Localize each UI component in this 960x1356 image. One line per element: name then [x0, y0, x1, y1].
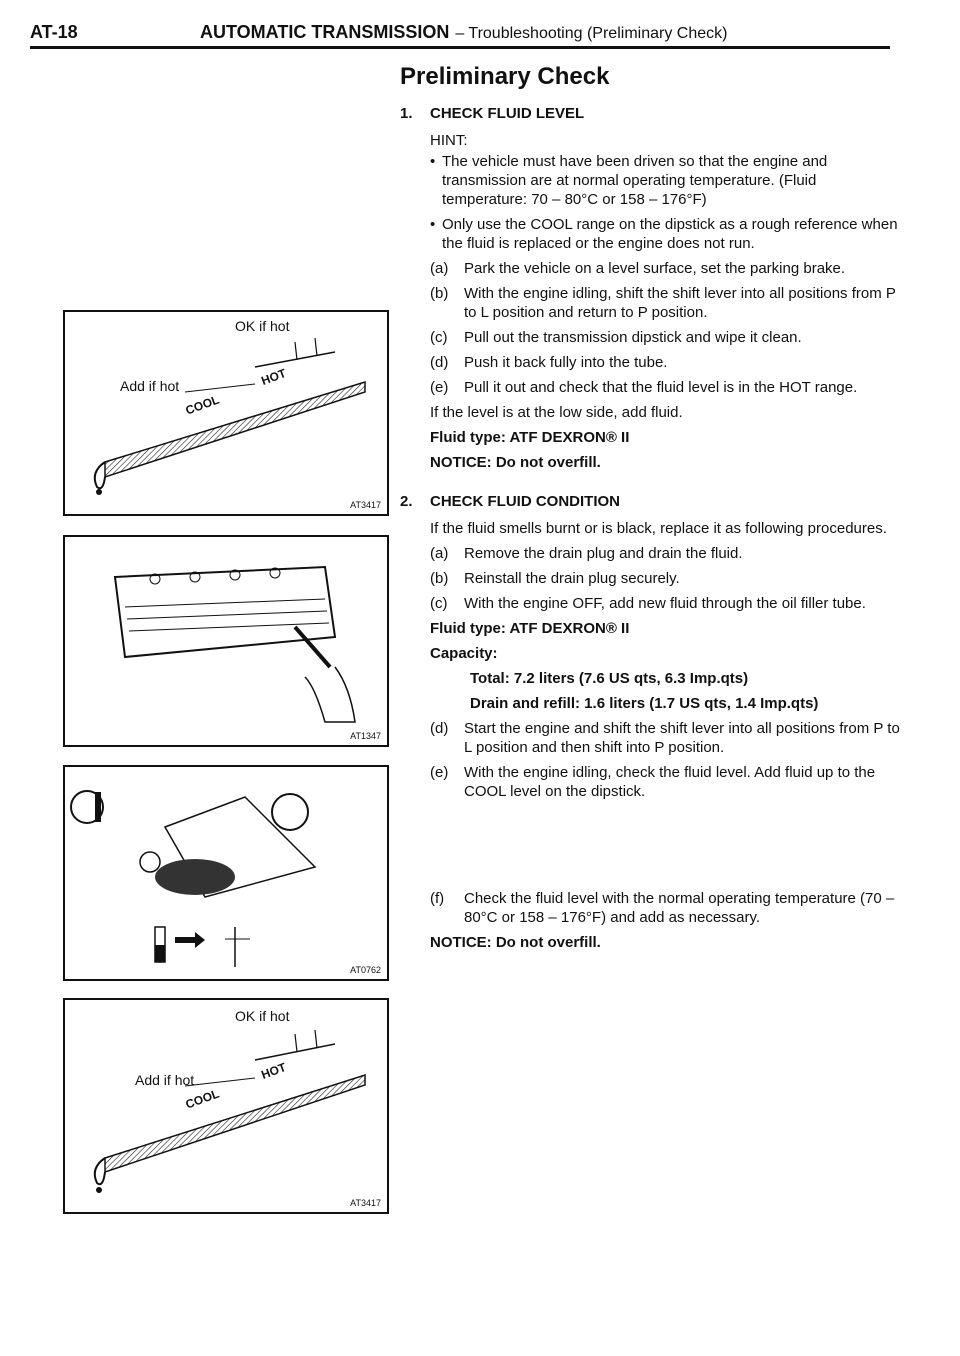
substep-label: (f) — [430, 890, 445, 907]
bullet-text: The vehicle must have been driven so that the engine and transmission are at normal operating temperature. (Fluid temperature: 70 – 80°C or 158 – 176°F) — [442, 153, 828, 208]
substep-label: (a) — [430, 260, 449, 277]
step-number: 1. — [400, 105, 413, 122]
hint-label: HINT: — [430, 132, 468, 149]
instruction-text: If the fluid smells burnt or is black, replace it as following procedures. — [430, 520, 887, 537]
substep-text: Park the vehicle on a level surface, set the parking brake. — [464, 260, 846, 277]
cool-mark-label: COOL — [183, 1086, 222, 1112]
substep — [430, 763, 900, 801]
substep-label: (c) — [430, 595, 448, 612]
dipstick-illustration — [65, 312, 387, 514]
substep-text: Pull out the transmission dipstick and wipe it clean. — [464, 329, 802, 346]
substep-label: (d) — [430, 354, 449, 371]
ok-if-hot-label: OK if hot — [235, 318, 290, 334]
substep — [430, 284, 900, 322]
step-heading — [400, 104, 900, 123]
substep-text: Start the engine and shift the shift lever into all positions from P to L position and then shift into P position. — [464, 720, 900, 756]
add-if-hot-label: Add if hot — [135, 1072, 195, 1088]
substep-text: Push it back fully into the tube. — [464, 354, 668, 371]
hint-bullet: • The vehicle must have been driven so that the engine and transmission are at normal operating temperature. (Fluid temperature: 70 – 80°C or 158 – 176°F) — [430, 152, 900, 209]
add-if-hot-label: Add if hot — [120, 378, 180, 394]
step-body — [430, 519, 900, 952]
figure-dipstick-2 — [63, 998, 389, 1214]
substep — [430, 378, 900, 397]
dipstick-illustration — [65, 1000, 387, 1212]
figure-drain-plug — [63, 535, 389, 747]
substep-text: With the engine OFF, add new fluid through the oil filler tube. — [464, 595, 866, 612]
step-body — [430, 131, 900, 472]
capacity-total: Total: 7.2 liters (7.6 US qts, 6.3 Imp.qts) — [470, 670, 749, 687]
substep — [430, 544, 900, 563]
bullet-text: Only use the COOL range on the dipstick as a rough reference when the fluid is replaced or the engine does not run. — [442, 216, 898, 252]
substep — [430, 353, 900, 372]
figure-code: AT3417 — [350, 500, 381, 510]
subsection-title: – Troubleshooting (Preliminary Check) — [455, 25, 728, 42]
substep — [430, 889, 900, 927]
step-number: 2. — [400, 493, 413, 510]
substep — [430, 259, 900, 278]
substep-text: Pull it out and check that the fluid level is in the HOT range. — [464, 379, 858, 396]
section-name: AUTOMATIC TRANSMISSION — [200, 22, 450, 42]
substep-text: Remove the drain plug and drain the fluid. — [464, 545, 743, 562]
substep-label: (e) — [430, 379, 449, 396]
substep — [430, 569, 900, 588]
cool-mark-label: COOL — [183, 392, 222, 418]
substep — [430, 594, 900, 613]
substep-label: (b) — [430, 570, 449, 587]
section-title — [200, 22, 727, 43]
substep-label: (c) — [430, 329, 448, 346]
substep-text: With the engine idling, check the fluid level. Add fluid up to the COOL level on the dipstick. — [464, 764, 876, 800]
instruction-text: If the level is at the low side, add fluid. — [430, 404, 683, 421]
figure-dipstick-1 — [63, 310, 389, 516]
substep-label: (b) — [430, 285, 449, 302]
hint-bullet: • Only use the COOL range on the dipstick as a rough reference when the fluid is replaced or the engine does not run. — [430, 215, 900, 253]
page-code: AT-18 — [30, 22, 78, 42]
ok-if-hot-label: OK if hot — [235, 1008, 290, 1024]
page-title: Preliminary Check — [400, 63, 610, 90]
figure-add-fluid — [63, 765, 389, 981]
fluid-type: Fluid type: ATF DEXRON® II — [430, 429, 630, 446]
main-content — [400, 62, 900, 958]
step-title: CHECK FLUID CONDITION — [430, 493, 620, 510]
substep — [430, 328, 900, 347]
substep — [430, 719, 900, 757]
substep-text: Check the fluid level with the normal operating temperature (70 – 80°C or 158 – 176°F) and add as necessary. — [464, 890, 895, 926]
hot-mark-label: HOT — [259, 1060, 288, 1082]
substep-label: (a) — [430, 545, 449, 562]
substep-label: (e) — [430, 764, 449, 781]
step-title: CHECK FLUID LEVEL — [430, 105, 585, 122]
capacity-label: Capacity: — [430, 645, 498, 662]
step-heading — [400, 492, 900, 511]
figure-code: AT1347 — [350, 731, 381, 741]
substep-text: With the engine idling, shift the shift lever into all positions from P to L position and return to P position. — [464, 285, 896, 321]
figure-code: AT3417 — [350, 1198, 381, 1208]
substep-text: Reinstall the drain plug securely. — [464, 570, 680, 587]
fluid-type: Fluid type: ATF DEXRON® II — [430, 620, 630, 637]
hot-mark-label: HOT — [259, 366, 288, 388]
figure-code: AT0762 — [350, 965, 381, 975]
page-header — [30, 22, 890, 49]
add-fluid-illustration — [65, 767, 387, 979]
substep-label: (d) — [430, 720, 449, 737]
oil-pan-illustration — [65, 537, 387, 745]
capacity-drain-refill: Drain and refill: 1.6 liters (1.7 US qts, 1.4 Imp.qts) — [470, 695, 819, 712]
notice: NOTICE: Do not overfill. — [430, 934, 601, 951]
notice: NOTICE: Do not overfill. — [430, 454, 601, 471]
